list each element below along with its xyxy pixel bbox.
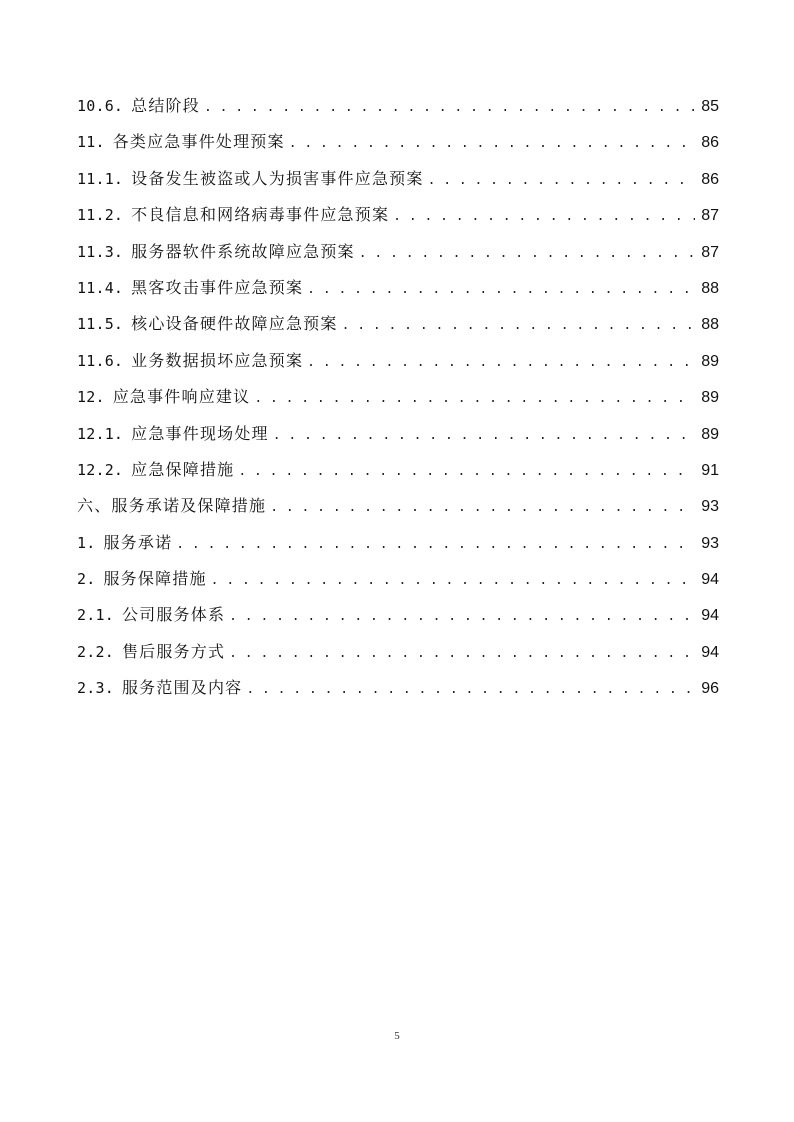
toc-entry[interactable] [77, 202, 719, 238]
toc-entry-page: 88 [701, 316, 719, 334]
toc-dot-leader [393, 204, 695, 230]
toc-entry-page: 86 [701, 170, 719, 188]
toc-entry-page: 86 [701, 134, 719, 152]
toc-dot-leader [238, 459, 695, 485]
toc-entry[interactable] [77, 93, 719, 129]
toc-dot-leader [229, 641, 695, 667]
toc-entry-title: 公司服务体系 [121, 605, 226, 625]
toc-dot-leader [270, 495, 695, 521]
toc-entry-page: 96 [701, 680, 719, 698]
toc-dot-leader [246, 677, 695, 703]
toc-entry[interactable] [77, 239, 719, 275]
toc-entry-page: 91 [701, 461, 719, 479]
toc-entry-title: 各类应急事件处理预案 [112, 132, 285, 152]
toc-entry-title: 六、服务承诺及保障措施 [77, 496, 267, 516]
toc-entry-number: 2. [77, 570, 96, 589]
toc-entry-title: 黑客攻击事件应急预案 [131, 277, 304, 297]
toc-entry-title: 总结阶段 [131, 96, 200, 115]
toc-entry-title: 服务范围及内容 [121, 678, 243, 698]
toc-entry-page: 87 [701, 243, 719, 261]
toc-entry-title: 核心设备硬件故障应急预案 [131, 314, 338, 334]
toc-entry-number: 11.5. [77, 315, 124, 334]
toc-entry-number: 11.1. [77, 169, 124, 188]
table-of-contents [77, 93, 719, 712]
toc-entry-number: 11. [77, 133, 105, 152]
toc-entry-page: 94 [701, 643, 719, 661]
toc-dot-leader [176, 532, 695, 558]
toc-entry[interactable] [77, 275, 719, 311]
toc-entry-title: 服务承诺 [103, 532, 173, 552]
toc-entry-title: 不良信息和网络病毒事件应急预案 [131, 205, 390, 225]
toc-entry-number: 11.4. [77, 278, 124, 297]
toc-entry[interactable] [77, 493, 719, 529]
toc-entry-title: 应急事件现场处理 [131, 423, 269, 443]
toc-dot-leader [229, 604, 695, 630]
toc-dot-leader [204, 95, 695, 121]
toc-dot-leader [342, 313, 696, 339]
toc-entry-number: 12.1. [77, 424, 124, 443]
toc-entry-number: 1. [77, 533, 96, 552]
toc-entry-page: 93 [701, 498, 719, 516]
toc-entry-number: 2.3. [77, 679, 114, 698]
toc-entry-page: 93 [701, 534, 719, 552]
toc-entry[interactable] [77, 348, 719, 384]
toc-entry[interactable] [77, 129, 719, 165]
toc-entry[interactable] [77, 457, 719, 493]
toc-entry-page: 94 [701, 571, 719, 589]
toc-entry[interactable] [77, 530, 719, 566]
toc-entry-title: 设备发生被盗或人为损害事件应急预案 [131, 168, 424, 188]
toc-entry-number: 10.6. [77, 97, 124, 115]
toc-entry-page: 94 [701, 607, 719, 625]
toc-entry-number: 2.1. [77, 606, 114, 625]
toc-entry[interactable] [77, 421, 719, 457]
toc-entry-page: 88 [701, 279, 719, 297]
toc-entry[interactable] [77, 166, 719, 202]
toc-entry[interactable] [77, 566, 719, 602]
toc-dot-leader [211, 568, 696, 594]
toc-entry-title: 业务数据损坏应急预案 [131, 350, 304, 370]
toc-entry-title: 应急保障措施 [131, 459, 235, 479]
toc-entry[interactable] [77, 675, 719, 711]
page-number: 5 [394, 1030, 400, 1042]
toc-dot-leader [254, 386, 695, 412]
toc-dot-leader [307, 277, 695, 303]
toc-entry-number: 11.3. [77, 242, 124, 261]
toc-entry[interactable] [77, 639, 719, 675]
toc-entry-number: 2.2. [77, 642, 114, 661]
toc-entry-page: 89 [701, 352, 719, 370]
toc-entry-page: 89 [701, 425, 719, 443]
toc-entry-page: 89 [701, 389, 719, 407]
toc-entry-number: 12. [77, 388, 105, 407]
toc-entry-number: 11.2. [77, 206, 124, 225]
toc-dot-leader [289, 131, 695, 157]
toc-entry-title: 售后服务方式 [121, 641, 226, 661]
toc-entry-page: 87 [701, 207, 719, 225]
toc-entry[interactable] [77, 602, 719, 638]
toc-entry-number: 12.2. [77, 460, 124, 479]
toc-dot-leader [428, 168, 696, 194]
toc-entry-title: 服务保障措施 [103, 569, 207, 589]
toc-entry[interactable] [77, 384, 719, 420]
toc-entry-title: 应急事件响应建议 [112, 387, 251, 407]
toc-entry-number: 11.6. [77, 351, 124, 370]
toc-dot-leader [359, 241, 695, 267]
toc-dot-leader [307, 350, 695, 376]
toc-entry-title: 服务器软件系统故障应急预案 [131, 241, 355, 261]
toc-dot-leader [273, 423, 695, 449]
toc-entry[interactable] [77, 311, 719, 347]
toc-entry-page: 85 [701, 98, 719, 115]
